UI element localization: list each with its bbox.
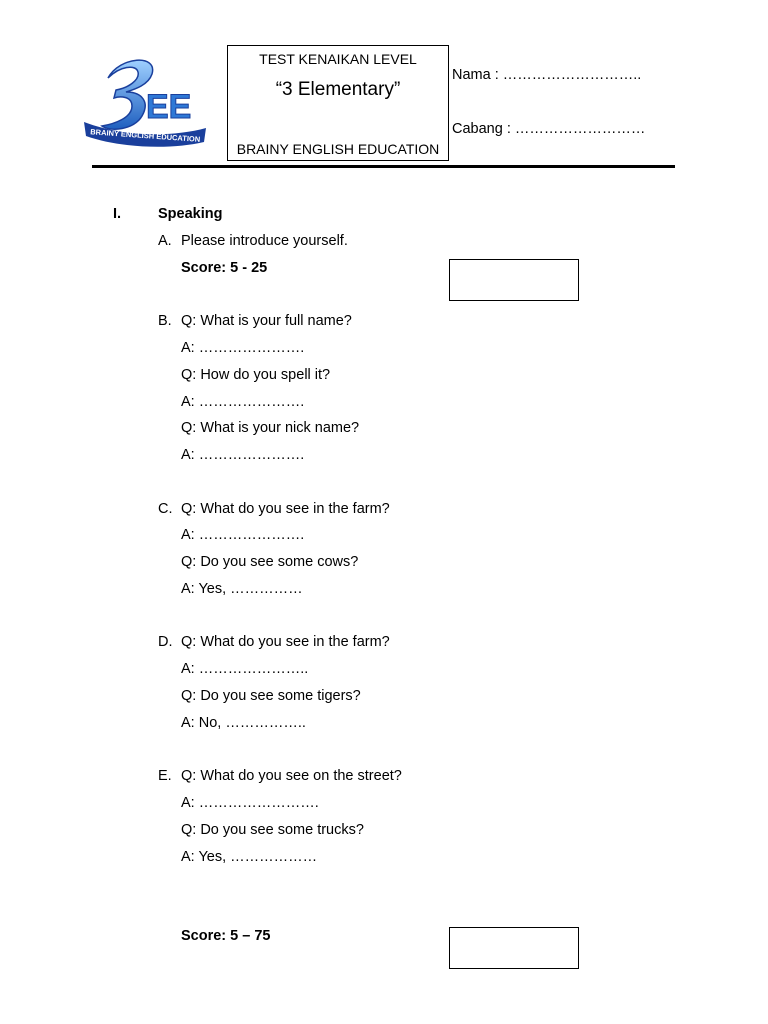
part-d-line: Q: What do you see in the farm? xyxy=(181,634,390,650)
part-d-line[interactable]: A: No, …………….. xyxy=(181,715,306,731)
part-c-line: Q: What do you see in the farm? xyxy=(181,501,390,517)
part-d-line[interactable]: A: ………………….. xyxy=(181,661,309,677)
brainy-english-logo xyxy=(80,56,210,152)
cabang-field[interactable]: Cabang : ……………………… xyxy=(452,121,646,137)
test-title-box xyxy=(227,45,449,161)
part-b-line: Q: How do you spell it? xyxy=(181,367,331,383)
part-e-line[interactable]: A: ……………………. xyxy=(181,795,319,811)
part-a-instruction: Please introduce yourself. xyxy=(181,233,348,249)
section-number: I. xyxy=(113,206,122,222)
part-b-line: Q: What is your nick name? xyxy=(181,420,360,436)
part-c-letter: C. xyxy=(158,501,173,517)
final-score-box[interactable] xyxy=(449,927,579,969)
score-box-a[interactable] xyxy=(449,259,579,301)
level-title: “3 Elementary” xyxy=(275,79,401,100)
final-score-label: Score: 5 – 75 xyxy=(181,928,271,944)
part-b-line[interactable]: A: …………………. xyxy=(181,340,305,356)
part-e-letter: E. xyxy=(158,768,172,784)
logo-wordmark: EE xyxy=(146,88,192,126)
part-b-line: Q: What is your full name? xyxy=(181,313,352,329)
part-c-line[interactable]: A: Yes, …………… xyxy=(181,581,303,597)
logo-graphic xyxy=(80,56,210,152)
part-e-line[interactable]: A: Yes, ……………… xyxy=(181,849,318,865)
part-c-line: Q: Do you see some cows? xyxy=(181,554,359,570)
logo-ribbon-text: BRAINY ENGLISH EDUCATION xyxy=(89,127,201,144)
part-a-score: Score: 5 - 25 xyxy=(181,260,268,276)
section-title: Speaking xyxy=(158,206,223,222)
test-label: TEST KENAIKAN LEVEL xyxy=(259,51,417,67)
part-e-line: Q: What do you see on the street? xyxy=(181,768,402,784)
nama-field[interactable]: Nama : ……………………….. xyxy=(452,67,642,83)
part-a-letter: A. xyxy=(158,233,172,249)
part-b-line[interactable]: A: …………………. xyxy=(181,394,305,410)
part-d-letter: D. xyxy=(158,634,173,650)
part-b-line[interactable]: A: …………………. xyxy=(181,447,305,463)
part-e-line: Q: Do you see some trucks? xyxy=(181,822,364,838)
part-d-line: Q: Do you see some tigers? xyxy=(181,688,361,704)
header-divider xyxy=(92,165,675,168)
school-name: BRAINY ENGLISH EDUCATION xyxy=(236,141,440,157)
part-b-letter: B. xyxy=(158,313,172,329)
part-c-line[interactable]: A: …………………. xyxy=(181,527,305,543)
